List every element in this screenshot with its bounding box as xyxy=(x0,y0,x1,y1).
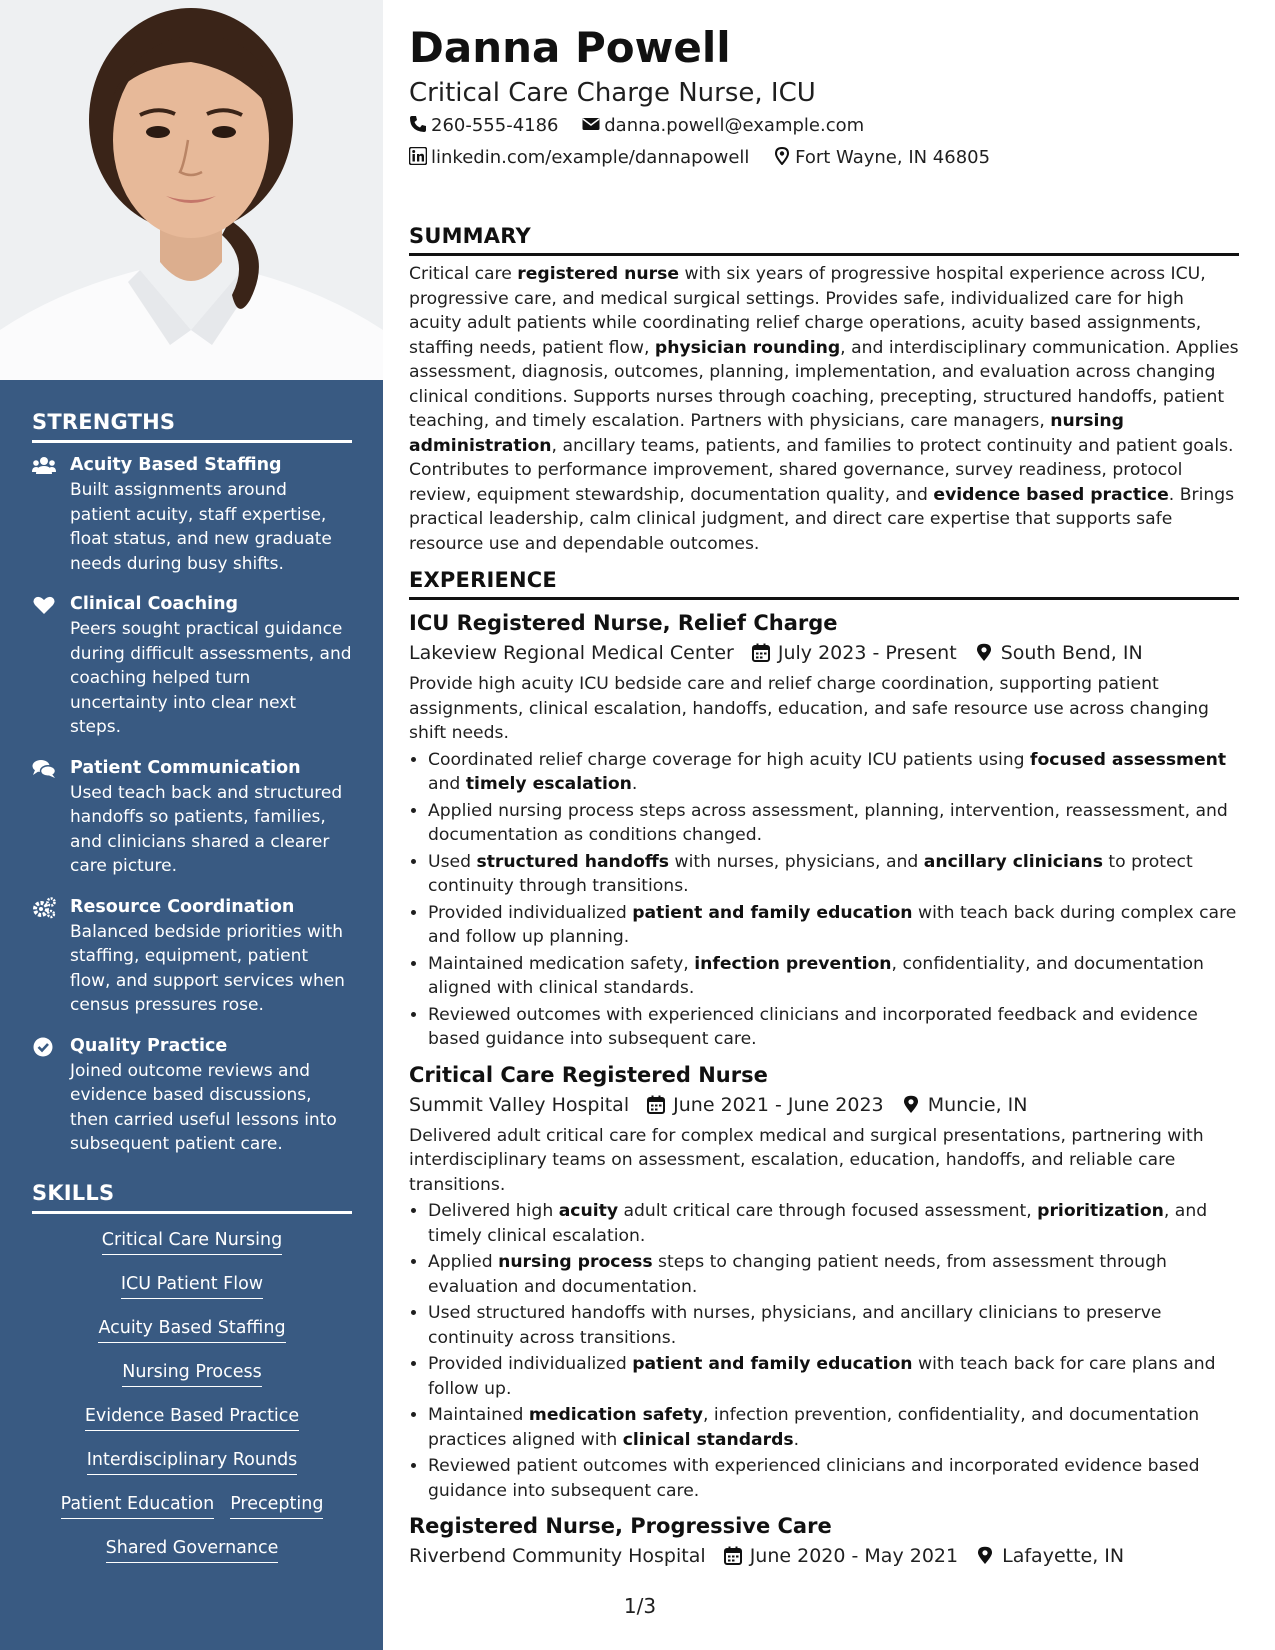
text-run: . xyxy=(631,774,638,794)
calendar-icon xyxy=(647,1095,665,1114)
job-dates-wrap xyxy=(752,638,957,668)
text-run: with nurses, physicians, and xyxy=(669,851,924,872)
text-run: , confidentiality, and documentation aligned with clinical standards. xyxy=(428,953,1204,998)
text-run: Used structured handoffs with nurses, physicians, and ancillary clinicians to preserve continuity across transitions. xyxy=(428,1303,1162,1348)
text-run: , infection prevention, confidentiality, and documentation practices aligned with xyxy=(428,1405,1200,1450)
strength-description: Peers sought practical guidance during difficult assessments, and coaching helped turn uncertainty into clear next steps. xyxy=(70,619,352,737)
text-run: Used xyxy=(428,851,477,872)
phone-text: 260-555-4186 xyxy=(431,115,559,136)
check-circle-icon xyxy=(32,1036,56,1058)
text-run: steps to changing patient needs, from assessment through evaluation and documentation. xyxy=(428,1252,1167,1297)
map-pin-icon xyxy=(902,1095,920,1114)
strength-title: Acuity Based Staffing xyxy=(70,455,282,475)
bold-phrase: acuity xyxy=(558,1201,619,1221)
job-bullet xyxy=(428,1301,1239,1350)
bold-phrase: structured handoffs xyxy=(476,851,670,872)
job-role: Registered Nurse, Progressive Care xyxy=(409,1514,832,1538)
skill-tag: Shared Governance xyxy=(106,1536,279,1563)
map-pin-icon xyxy=(773,147,791,165)
strength-title: Patient Communication xyxy=(70,757,301,778)
skill-tag: Evidence Based Practice xyxy=(85,1404,299,1431)
job-dates-wrap xyxy=(724,1541,958,1571)
strength-item xyxy=(32,895,352,1018)
text-run: to protect continuity through transitions. xyxy=(428,851,1193,896)
text-run: . xyxy=(793,1429,800,1450)
location-text: Fort Wayne, IN 46805 xyxy=(795,147,991,168)
experience-heading: EXPERIENCE xyxy=(409,568,1239,600)
phone-icon xyxy=(409,115,427,133)
bold-phrase: infection prevention xyxy=(694,953,892,974)
text-run: Delivered high xyxy=(428,1201,559,1221)
job-location: South Bend, IN xyxy=(1000,642,1143,664)
strength-item xyxy=(32,592,352,740)
job-dates: June 2020 - May 2021 xyxy=(749,1545,959,1567)
text-run: Critical care xyxy=(409,264,518,284)
text-run: Provided individualized xyxy=(428,1354,633,1374)
bold-phrase: evidence based practice xyxy=(933,484,1169,505)
text-run: with six years of progressive hospital experience across ICU, progressive care, and medical surgical settings. Provides safe, individualized care for high acuity adult patients while coordinating relief charge operations, acuity based assignments, staffing needs, patient flow, xyxy=(409,264,1206,358)
candidate-title: Critical Care Charge Nurse, ICU xyxy=(409,78,816,108)
text-run: with teach back for care plans and follow up. xyxy=(428,1354,1216,1399)
sidebar xyxy=(0,0,383,1650)
text-run: , and timely clinical escalation. xyxy=(428,1201,1208,1246)
text-run: Reviewed patient outcomes with experienced clinicians and incorporated evidence based guidance into subsequent care. xyxy=(428,1456,1200,1501)
strengths-heading: STRENGTHS xyxy=(32,410,352,443)
job-dates-wrap xyxy=(647,1090,883,1120)
text-run: Maintained medication safety, xyxy=(428,953,695,974)
skills-list xyxy=(32,1228,352,1580)
text-run: Coordinated relief charge coverage for high acuity ICU patients using xyxy=(428,749,1030,770)
skill-tag: Acuity Based Staffing xyxy=(98,1316,285,1343)
job-meta xyxy=(409,1090,1239,1120)
strength-item xyxy=(32,453,352,576)
job-entry xyxy=(409,608,1239,1052)
bold-phrase: nursing administration xyxy=(409,411,1124,456)
skill-tag: Precepting xyxy=(230,1492,323,1519)
bold-phrase: patient and family education xyxy=(632,902,913,923)
job-employer: Lakeview Regional Medical Center xyxy=(409,642,734,664)
text-run: with teach back during complex care and follow up planning. xyxy=(428,902,1237,947)
summary-heading: SUMMARY xyxy=(409,224,1239,256)
contact-row xyxy=(409,110,1239,142)
job-bullet xyxy=(428,1352,1239,1401)
strength-item xyxy=(32,756,352,879)
job-bullet xyxy=(428,1403,1239,1452)
bold-phrase: nursing process xyxy=(498,1252,653,1272)
job-bullets xyxy=(409,1199,1239,1503)
job-bullet xyxy=(428,1250,1239,1299)
job-description: Delivered adult critical care for complex medical and surgical presentations, partnering with interdisciplinary teams on assessment, escalation, education, handoffs, and reliable care transitions. xyxy=(409,1125,1204,1195)
job-dates: June 2021 - June 2023 xyxy=(673,1093,884,1116)
calendar-icon xyxy=(724,1546,742,1565)
contact-linkedin[interactable] xyxy=(409,142,749,174)
strength-description: Built assignments around patient acuity, staff expertise, float status, and new graduate needs during busy shifts. xyxy=(70,480,332,574)
job-bullets xyxy=(409,748,1239,1052)
linkedin-text: linkedin.com/example/dannapowell xyxy=(431,147,750,168)
job-location-wrap xyxy=(975,638,1143,668)
job-bullet xyxy=(428,1454,1239,1503)
bold-phrase: timely escalation xyxy=(465,774,632,794)
map-pin-icon xyxy=(976,1546,994,1565)
job-bullet xyxy=(428,748,1239,797)
job-bullet xyxy=(428,952,1239,1001)
skill-tag: Nursing Process xyxy=(122,1360,262,1387)
text-run: adult critical care through focused assessment, xyxy=(618,1201,1038,1221)
contact-row xyxy=(409,142,1239,174)
contact-location xyxy=(773,142,990,174)
bold-phrase: patient and family education xyxy=(632,1354,913,1374)
bold-phrase: registered nurse xyxy=(517,264,679,284)
linkedin-icon xyxy=(409,147,427,165)
contact-email[interactable] xyxy=(582,110,864,142)
text-run: Applied xyxy=(428,1252,499,1272)
text-run: , ancillary teams, patients, and families to protect continuity and patient goals. Contributes to performance improvement, shared governance, survey readiness, protocol review, equipment stewardship, documentation quality, and xyxy=(409,435,1234,505)
job-employer: Riverbend Community Hospital xyxy=(409,1545,706,1567)
skill-tag: Critical Care Nursing xyxy=(102,1228,282,1255)
profile-photo xyxy=(0,0,383,380)
contact-phone[interactable] xyxy=(409,110,559,142)
job-employer: Summit Valley Hospital xyxy=(409,1093,630,1116)
bold-phrase: prioritization xyxy=(1037,1201,1164,1221)
bold-phrase: clinical standards xyxy=(622,1429,794,1450)
skill-tag: ICU Patient Flow xyxy=(121,1272,263,1299)
strength-description: Balanced bedside priorities with staffing, equipment, patient flow, and support services when census pressures rose. xyxy=(70,921,345,1015)
text-run: Maintained xyxy=(428,1405,529,1425)
job-role: Critical Care Registered Nurse xyxy=(409,1062,768,1087)
summary-text xyxy=(409,262,1239,556)
skills-heading: SKILLS xyxy=(32,1181,352,1214)
job-entry xyxy=(409,1060,1239,1504)
job-entry xyxy=(409,1511,1239,1571)
skill-tag: Interdisciplinary Rounds xyxy=(87,1448,298,1475)
gears-icon xyxy=(32,897,56,919)
experience-list xyxy=(409,608,1239,1571)
calendar-icon xyxy=(752,643,770,662)
email-text: danna.powell@example.com xyxy=(604,115,865,136)
job-bullet xyxy=(428,850,1239,899)
text-run: . Brings practical leadership, calm clinical judgment, and direct care expertise that supports safe resource use and dependable outcomes. xyxy=(409,484,1235,554)
job-description: Provide high acuity ICU bedside care and relief charge coordination, supporting patient assignments, clinical escalation, handoffs, education, and safe resource use across changing shift needs. xyxy=(409,674,1209,743)
job-location-wrap xyxy=(902,1090,1028,1120)
bold-phrase: medication safety xyxy=(528,1405,703,1425)
text-run: Provided individualized xyxy=(428,902,633,923)
bold-phrase: ancillary clinicians xyxy=(923,851,1103,872)
bold-phrase: physician rounding xyxy=(654,337,841,358)
strength-description: Joined outcome reviews and evidence based discussions, then carried useful lessons into subsequent patient care. xyxy=(70,1060,337,1154)
skill-tag: Patient Education xyxy=(61,1492,215,1519)
strength-item xyxy=(32,1034,352,1157)
job-dates: July 2023 - Present xyxy=(777,642,957,664)
users-icon xyxy=(32,455,56,477)
job-role: ICU Registered Nurse, Relief Charge xyxy=(409,611,838,635)
job-bullet xyxy=(428,1199,1239,1248)
text-run: and xyxy=(428,774,466,794)
heart-icon xyxy=(32,594,56,616)
strength-description: Used teach back and structured handoffs so patients, families, and clinicians shared a clearer care picture. xyxy=(70,782,343,876)
candidate-name: Danna Powell xyxy=(409,23,731,72)
map-pin-icon xyxy=(975,643,993,662)
job-meta xyxy=(409,1541,1239,1571)
text-run: , and interdisciplinary communication. Applies assessment, diagnosis, outcomes, planning, implementation, and evaluation across changing clinical conditions. Supports nurses through coaching, precepting, structured handoffs, patient teaching, and timely escalation. Partners with physicians, care managers, xyxy=(409,337,1239,431)
job-bullet xyxy=(428,901,1239,950)
strength-title: Quality Practice xyxy=(70,1035,228,1056)
envelope-icon xyxy=(582,115,600,133)
bold-phrase: focused assessment xyxy=(1029,749,1227,770)
strength-title: Clinical Coaching xyxy=(70,594,239,614)
text-run: Reviewed outcomes with experienced clinicians and incorporated feedback and evidence based guidance into subsequent care. xyxy=(428,1004,1198,1049)
job-meta xyxy=(409,638,1239,668)
text-run: Applied nursing process steps across assessment, planning, intervention, reassessment, and documentation as conditions changed. xyxy=(428,800,1228,845)
job-location: Muncie, IN xyxy=(927,1093,1028,1116)
job-bullet xyxy=(428,799,1239,848)
job-location: Lafayette, IN xyxy=(1002,1545,1125,1567)
page-number: 1/3 xyxy=(623,1594,657,1618)
job-location-wrap xyxy=(976,1541,1124,1571)
strength-title: Resource Coordination xyxy=(70,896,295,917)
comments-icon xyxy=(32,758,56,780)
job-bullet xyxy=(428,1003,1239,1052)
main-content xyxy=(409,22,1239,1575)
